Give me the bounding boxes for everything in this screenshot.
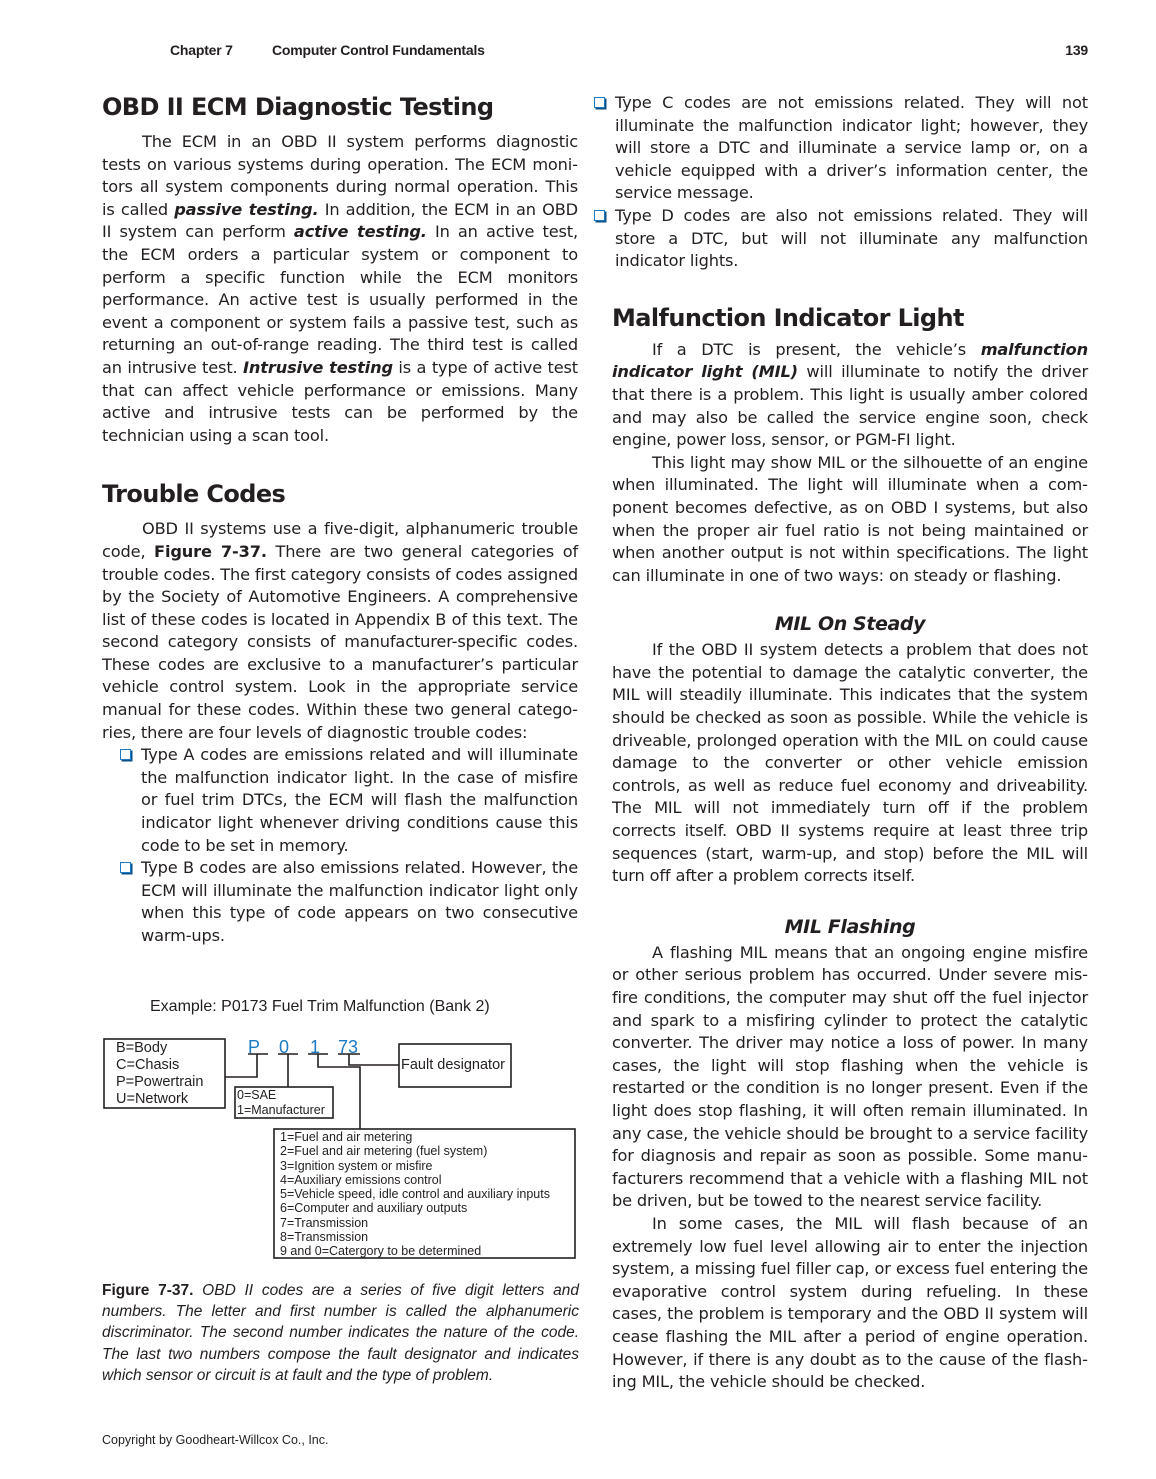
chapter-title: Computer Control Fundamentals bbox=[272, 42, 485, 58]
list-item-type-b bbox=[102, 857, 578, 947]
system-powertrain: P=Powertrain bbox=[116, 1074, 204, 1090]
paragraph-trouble-codes bbox=[102, 518, 578, 744]
keyword-active-testing: active testing. bbox=[293, 222, 427, 242]
paragraph-diagnostic-testing bbox=[102, 131, 578, 447]
list-item-text: Type C codes are not emissions related. They will not illuminate the malfunction indicator light; however, they will store a DTC and illuminate a service lamp or, on a vehicle equipped with a driver’s information center, the service message. bbox=[615, 93, 1088, 203]
list-item-type-d bbox=[576, 205, 1088, 273]
copyright-notice: Copyright by Goodheart-Willcox Co., Inc. bbox=[102, 1433, 329, 1447]
code-type-list-ab bbox=[102, 744, 578, 947]
text-run: OBD II systems use a five-digit, alphanumeric trouble code, bbox=[102, 519, 578, 561]
subsystem-box-text bbox=[280, 1130, 550, 1259]
system-box-text bbox=[116, 1040, 203, 1108]
code-char-p: P bbox=[248, 1037, 261, 1057]
keyword-intrusive-testing: Intrusive testing bbox=[243, 357, 393, 377]
list-item-type-a bbox=[102, 744, 578, 857]
section-heading-mil: Malfunction Indicator Light bbox=[612, 303, 964, 332]
subsystem-3: 3=Ignition system or misfire bbox=[280, 1158, 433, 1173]
list-item-type-c bbox=[576, 92, 1088, 205]
subsystem-2: 2=Fuel and air metering (fuel system) bbox=[280, 1144, 488, 1159]
right-column bbox=[612, 92, 1088, 1394]
page-number: 139 bbox=[1065, 42, 1088, 58]
text-run: If a DTC is present, the vehicle’s bbox=[652, 339, 981, 359]
code-type-list-cd bbox=[576, 92, 1088, 273]
subsystem-6: 6=Computer and auxiliary outputs bbox=[280, 1201, 468, 1216]
text-run: In addition, the ECM in an OBD II system can perform bbox=[102, 199, 578, 242]
section-heading-trouble-codes: Trouble Codes bbox=[102, 480, 286, 509]
subsystem-1: 1=Fuel and air metering bbox=[280, 1130, 413, 1144]
subsystem-9-0: 9 and 0=Catergory to be determined bbox=[280, 1244, 482, 1259]
checkbox-bullet-icon bbox=[594, 97, 605, 108]
running-head bbox=[0, 42, 1156, 62]
checkbox-bullet-icon bbox=[120, 749, 131, 760]
section-heading-obd-testing: OBD II ECM Diagnostic Testing bbox=[102, 93, 494, 121]
text-run: In an active test, the ECM orders a particular system or component to perform a specific function while the ECM monitors performance. An active test is usually performed in the event a component or system fails a passive test, such as returning an out-of-range reading. The third test is called an intrusive test. bbox=[102, 222, 578, 377]
code-char-73: 73 bbox=[338, 1037, 359, 1057]
text-run: is a type of active test that can affect vehicle performance or emissions. Many active and intrusive tests can be performed by the technician using a scan tool. bbox=[102, 357, 578, 445]
caption-text: OBD II codes are a series of five digit letters and numbers. The letter and first number is called the alphanumeric discriminator. The second number indicates the nature of the code. The last two numbers compose the fault designator and indicates which sensor or circuit is at fault and the type of problem. bbox=[102, 1282, 580, 1384]
subsystem-8: 8=Transmission bbox=[280, 1230, 369, 1245]
left-column bbox=[102, 92, 578, 948]
fault-designator-label: Fault designator bbox=[401, 1057, 505, 1073]
text-run: There are two general categories of trouble codes. The first category consists of codes assigned by the Society of Automotive Engineers. A comprehensive list of these codes is located in Appendix B of this text. The second category consists of manufacturer-specific codes. These codes are exclusive to a manufacturer’s particular vehicle control system. Look in the appropriate service manual for these codes. Within these two general categories, there are four levels of diagnostic trouble codes: bbox=[102, 541, 578, 742]
chapter-number: Chapter 7 bbox=[170, 42, 233, 58]
subsystem-5: 5=Vehicle speed, idle control and auxiliary inputs bbox=[280, 1187, 550, 1202]
text-run: The ECM in an OBD II system performs diagnostic tests on various systems during operation. The ECM monitors all system components during normal operation. This is called bbox=[102, 132, 578, 219]
paragraph-mil-flash-causes: In some cases, the MIL will flash because of an extremely low fuel level allowing air to enter the injection system, a missing fuel filler cap, or excess fuel entering the evaporative control system during refueling. In these cases, the problem is temporary and the OBD II system will cease flashing the MIL after a period of engine operation. However, if there is any doubt as to the cause of the flashing MIL, the vehicle should be checked. bbox=[612, 1213, 1088, 1392]
paragraph-mil-intro bbox=[612, 339, 1088, 452]
origin-sae: 0=SAE bbox=[237, 1088, 277, 1102]
origin-manufacturer: 1=Manufacturer bbox=[237, 1102, 325, 1117]
paragraph-mil-steady: If the OBD II system detects a problem that does not have the potential to damage the catalytic converter, the MIL will steadily illuminate. This indicates that the system should be checked as soon as possible. While the vehicle is driveable, prolonged operation with the MIL on could cause damage to the converter or other vehicle emission controls, as well as reduce fuel economy and driveability. The MIL will not immediately turn off if the problem corrects itself. OBD II systems require at least three trip sequences (start, warm-up, and stop) before the MIL will turn off after a problem corrects itself. bbox=[612, 640, 1088, 886]
text-run: will illuminate to notify the driver that there is a problem. This light is usually amber colored and may also be called the service engine soon, check engine, power loss, sensor, or PGM-FI light. bbox=[612, 362, 1089, 450]
checkbox-bullet-icon bbox=[594, 210, 605, 221]
subheading-mil-on-steady: MIL On Steady bbox=[774, 613, 926, 636]
figure-7-37-diagram bbox=[102, 995, 582, 1265]
list-item-text: Type D codes are also not emissions related. They will store a DTC, but will not illuminate any malfunction indicator lights. bbox=[615, 205, 1088, 271]
paragraph-mil-silhouette: This light may show MIL or the silhouette of an engine when illuminated. The light will illuminate when a component becomes defective, as on OBD I systems, but also when the proper air fuel ratio is not being maintained or when another output is not within specifications. The light can illuminate in one of two ways: on steady or flashing. bbox=[612, 452, 1088, 585]
subsystem-4: 4=Auxiliary emissions control bbox=[280, 1172, 442, 1187]
checkbox-bullet-icon bbox=[120, 862, 131, 873]
list-item-text: Type A codes are emissions related and will illuminate the malfunction indicator light. In the case of misfire or fuel trim DTCs, the ECM will flash the malfunction indicator light whenever driving conditions cause this code to be set in memory. bbox=[141, 745, 578, 855]
figure-number: Figure 7-37. bbox=[102, 1282, 194, 1299]
paragraph-mil-flashing: A flashing MIL means that an ongoing engine misfire or other serious problem has occurred. Under severe misfire conditions, the computer may shut off the fuel injector and spark to a misfiring cylinder to protect the catalytic converter. The driver may notice a loss of power. In many cases, the light will stop flashing when the vehicle is restarted or the condition is no longer present. Even if the light does stop flashing, it will often remain illuminated. In any case, the vehicle should be brought to a service facility for diagnosis and repair as soon as possible. Some manufacturers recommend that a vehicle with a flashing MIL not be driven, but be towed to the nearest service facility. bbox=[612, 942, 1088, 1211]
code-char-1: 1 bbox=[310, 1037, 321, 1057]
origin-box-text bbox=[237, 1088, 325, 1117]
system-chassis: C=Chasis bbox=[116, 1057, 180, 1073]
code-char-0: 0 bbox=[279, 1037, 290, 1057]
subheading-mil-flashing: MIL Flashing bbox=[784, 915, 916, 938]
keyword-passive-testing: passive testing. bbox=[174, 199, 319, 219]
keyword-mil: malfunction indicator light (MIL) bbox=[612, 339, 1088, 382]
system-network: U=Network bbox=[116, 1091, 189, 1107]
figure-caption bbox=[102, 1280, 579, 1386]
list-item-text: Type B codes are also emissions related. However, the ECM will illuminate the malfunction indicator light only when this type of code appears on two consecutive warm-ups. bbox=[141, 858, 578, 945]
system-body: B=Body bbox=[116, 1040, 168, 1056]
subsystem-7: 7=Transmission bbox=[280, 1215, 369, 1230]
figure-title: Example: P0173 Fuel Trim Malfunction (Bank 2) bbox=[150, 998, 490, 1015]
figure-reference-link[interactable]: Figure 7-37. bbox=[154, 541, 267, 561]
